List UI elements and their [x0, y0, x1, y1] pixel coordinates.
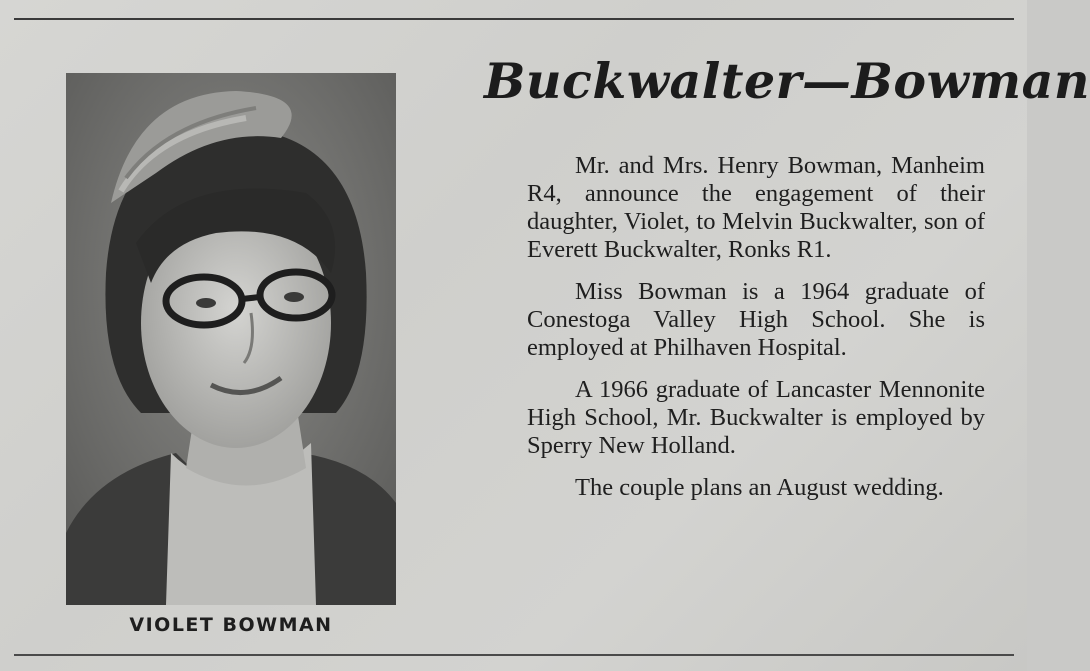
photo-caption: VIOLET BOWMAN [129, 614, 333, 636]
top-rule [14, 18, 1014, 20]
portrait-icon [66, 73, 396, 605]
paragraph-groom: A 1966 graduate of Lancaster Mennonite High School, Mr. Buckwalter is employed by Sperry New Holland. [527, 376, 985, 459]
bottom-rule [14, 654, 1014, 656]
headline: Buckwalter—Bowman [484, 52, 1090, 110]
paragraph-announcement: Mr. and Mrs. Henry Bowman, Manheim R4, announce the engagement of their daughter, Violet, to Melvin Buckwalter, son of Everett Buckwalter, Ronks R1. [527, 152, 985, 263]
article-body [527, 152, 985, 516]
paragraph-bride: Miss Bowman is a 1964 graduate of Conestoga Valley High School. She is employed at Philhaven Hospital. [527, 278, 985, 361]
portrait-photo [66, 73, 396, 605]
paragraph-wedding: The couple plans an August wedding. [575, 474, 944, 501]
